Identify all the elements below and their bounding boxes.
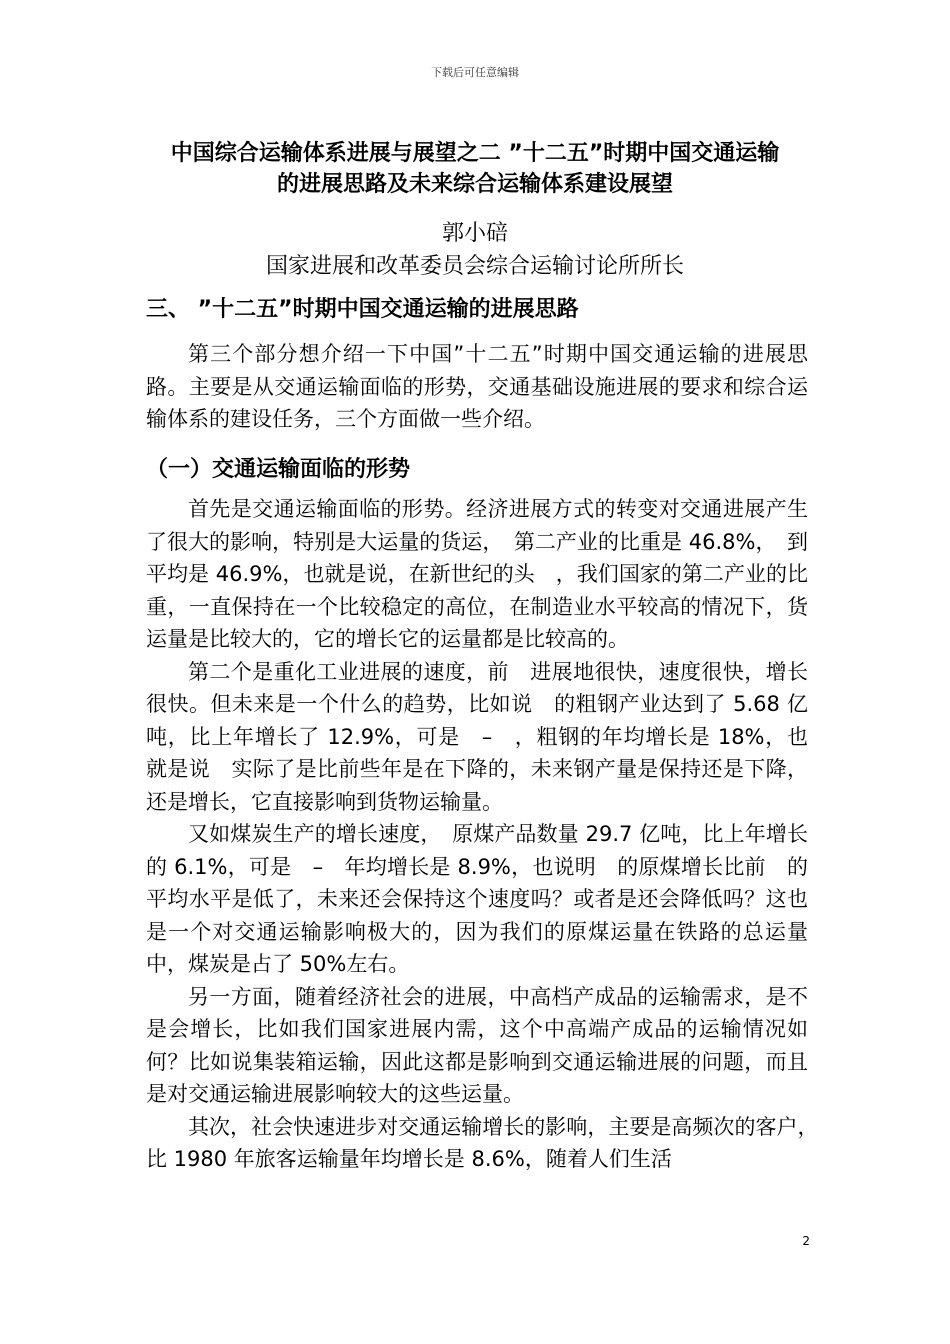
intro-paragraph: 第三个部分想介绍一下中国”十二五”时期中国交通运输的进展思路。主要是从交通运输面临的形势，交通基础设施进展的要求和综合运输体系的建设任务，三个方面做一些介绍。 xyxy=(146,342,808,431)
author-name: 郭小碚 xyxy=(441,221,508,246)
title-line-2: 的进展思路及未来综合运输体系建设展望 xyxy=(276,172,673,197)
document-title xyxy=(140,138,810,200)
title-line-1: 中国综合运输体系进展与展望之二 ”十二五”时期中国交通运输 xyxy=(170,141,780,166)
author-affiliation: 国家进展和改革委员会综合运输讨论所所长 xyxy=(265,254,684,279)
header-note: 下载后可任意编辑 xyxy=(431,66,519,79)
body-paragraph: 第二个是重化工业进展的速度，前 进展地很快，速度很快，增长很快。但未来是一个什么的趋势，比如说 的粗钢产业达到了 5.68 亿吨，比上年增长了 12.9%，可是 – ，粗钢的年均增长是 18%，也就是说 实际了是比前些年是在下降的，未来钢产量是保持还是下降，还是增长，它直接影响到货物运输量。 xyxy=(146,659,808,814)
body-text xyxy=(146,493,829,1176)
page-number: 2 xyxy=(802,1234,810,1248)
section-heading: 三、 ”十二五”时期中国交通运输的进展思路 xyxy=(146,297,579,322)
body-paragraph: 其次，社会快速进步对交通运输增长的影响，主要是高频次的客户， 比 1980 年旅客运输量年均增长是 8.6%，随着人们生活 xyxy=(146,1114,829,1171)
body-paragraph: 另一方面，随着经济社会的进展，中高档产成品的运输需求，是不是会增长，比如我们国家进展内需，这个中高端产成品的运输情况如何？比如说集装箱运输，因此这都是影响到交通运输进展的问题，而且是对交通运输进展影响较大的这些运量。 xyxy=(146,984,808,1106)
intro-block xyxy=(146,338,808,436)
sub-heading: （一）交通运输面临的形势 xyxy=(146,457,411,482)
body-paragraph: 首先是交通运输面临的形势。经济进展方式的转变对交通进展产生了很大的影响，特别是大运量的货运， 第二产业的比重是 46.8%， 到 平均是 46.9%，也就是说，在新世纪的头 ，我们国家的第二产业的比重，一直保持在一个比较稳定的高位，在制造业水平较高的情况下，货运量是比较大的，它的增长它的运量都是比较高的。 xyxy=(146,497,829,651)
body-paragraph: 又如煤炭生产的增长速度， 原煤产品数量 29.7 亿吨，比上年增长的 6.1%，可是 – 年均增长是 8.9%，也说明 的原煤增长比前 的平均水平是低了，未来还会保持这个速度吗？或者是还会降低吗？这也是一个对交通运输影响极大的，因为我们的原煤运量在铁路的总运量中，煤炭是占了 50%左右。 xyxy=(146,822,808,976)
